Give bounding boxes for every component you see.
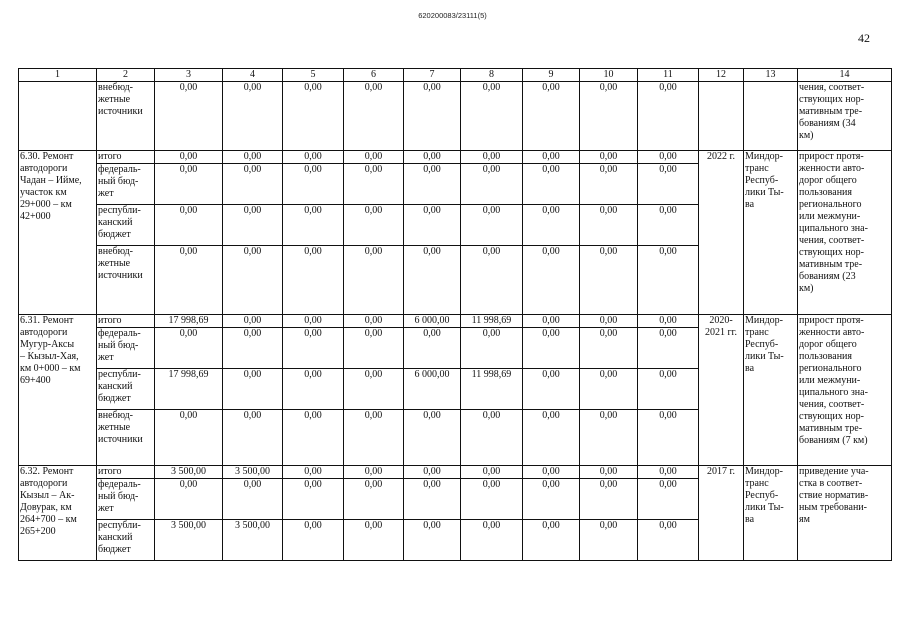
activity-name-cell: 6.32. Ремонт автодороги Кызыл – Ак- Довурак, км 264+700 – км 265+200 — [19, 466, 97, 561]
amount-cell: 0,00 — [344, 315, 404, 328]
amount-cell: 0,00 — [344, 410, 404, 466]
amount-cell: 0,00 — [461, 151, 523, 164]
amount-cell: 0,00 — [283, 410, 344, 466]
result-cell: прирост протя- женности авто- дорог общего пользования регионального или межмуни- ципального зна- чения, соответ- ствующих нор- мативным тре- бованиям (7 км) — [798, 315, 892, 466]
amount-cell: 17 998,69 — [155, 369, 223, 410]
amount-cell: 0,00 — [523, 466, 580, 479]
amount-cell: 0,00 — [461, 520, 523, 561]
amount-cell: 0,00 — [155, 82, 223, 151]
amount-cell: 0,00 — [344, 82, 404, 151]
amount-cell: 0,00 — [404, 410, 461, 466]
amount-cell: 3 500,00 — [155, 466, 223, 479]
column-header: 6 — [344, 69, 404, 82]
fund-source-cell: федераль- ный бюд- жет — [97, 164, 155, 205]
amount-cell: 0,00 — [283, 315, 344, 328]
amount-cell: 0,00 — [283, 82, 344, 151]
amount-cell: 0,00 — [223, 328, 283, 369]
amount-cell: 0,00 — [344, 164, 404, 205]
amount-cell: 0,00 — [580, 315, 638, 328]
amount-cell: 0,00 — [461, 328, 523, 369]
amount-cell: 0,00 — [155, 328, 223, 369]
column-header: 11 — [638, 69, 699, 82]
table-row — [19, 315, 892, 328]
carry-name-cell — [19, 82, 97, 151]
amount-cell: 0,00 — [580, 520, 638, 561]
amount-cell: 0,00 — [283, 369, 344, 410]
fund-source-cell: внебюд- жетные источники — [97, 82, 155, 151]
column-header: 13 — [744, 69, 798, 82]
amount-cell: 11 998,69 — [461, 369, 523, 410]
activity-name-cell: 6.30. Ремонт автодороги Чадан – Ийме, участок км 29+000 – км 42+000 — [19, 151, 97, 315]
fund-source-cell: республи- канский бюджет — [97, 520, 155, 561]
amount-cell: 0,00 — [404, 164, 461, 205]
fund-source-cell: внебюд- жетные источники — [97, 246, 155, 315]
amount-cell: 0,00 — [344, 479, 404, 520]
amount-cell: 0,00 — [283, 246, 344, 315]
executor-cell — [744, 82, 798, 151]
year-cell: 2017 г. — [699, 466, 744, 561]
executor-cell: Миндор- транс Респуб- лики Ты- ва — [744, 466, 798, 561]
amount-cell: 0,00 — [638, 328, 699, 369]
amount-cell: 0,00 — [404, 479, 461, 520]
amount-cell: 0,00 — [523, 410, 580, 466]
column-header: 8 — [461, 69, 523, 82]
carry-over-row — [19, 82, 892, 151]
amount-cell: 11 998,69 — [461, 315, 523, 328]
amount-cell: 0,00 — [223, 246, 283, 315]
amount-cell: 0,00 — [283, 328, 344, 369]
amount-cell: 0,00 — [283, 164, 344, 205]
amount-cell: 0,00 — [638, 315, 699, 328]
table-body — [19, 69, 892, 561]
amount-cell: 6 000,00 — [404, 315, 461, 328]
amount-cell: 0,00 — [638, 479, 699, 520]
fund-source-cell: итого — [97, 151, 155, 164]
amount-cell: 0,00 — [638, 520, 699, 561]
fund-source-cell: республи- канский бюджет — [97, 205, 155, 246]
fund-source-cell: итого — [97, 315, 155, 328]
amount-cell: 0,00 — [523, 369, 580, 410]
amount-cell: 0,00 — [461, 466, 523, 479]
year-cell — [699, 82, 744, 151]
column-header: 1 — [19, 69, 97, 82]
column-header: 9 — [523, 69, 580, 82]
amount-cell: 0,00 — [523, 205, 580, 246]
amount-cell: 0,00 — [283, 151, 344, 164]
activity-name-cell: 6.31. Ремонт автодороги Мугур-Аксы – Кызыл-Хая, км 0+000 – км 69+400 — [19, 315, 97, 466]
amount-cell: 6 000,00 — [404, 369, 461, 410]
column-header: 7 — [404, 69, 461, 82]
column-header: 14 — [798, 69, 892, 82]
amount-cell: 0,00 — [461, 246, 523, 315]
amount-cell: 0,00 — [580, 205, 638, 246]
amount-cell: 3 500,00 — [223, 466, 283, 479]
amount-cell: 0,00 — [580, 466, 638, 479]
amount-cell: 0,00 — [283, 479, 344, 520]
amount-cell: 0,00 — [223, 410, 283, 466]
amount-cell: 0,00 — [461, 164, 523, 205]
amount-cell: 0,00 — [523, 479, 580, 520]
amount-cell: 0,00 — [638, 82, 699, 151]
amount-cell: 0,00 — [404, 205, 461, 246]
amount-cell: 0,00 — [523, 315, 580, 328]
fund-source-cell: федераль- ный бюд- жет — [97, 479, 155, 520]
amount-cell: 0,00 — [638, 410, 699, 466]
amount-cell: 0,00 — [638, 164, 699, 205]
amount-cell: 0,00 — [283, 520, 344, 561]
amount-cell: 0,00 — [523, 328, 580, 369]
amount-cell: 0,00 — [344, 246, 404, 315]
column-header: 2 — [97, 69, 155, 82]
amount-cell: 0,00 — [223, 151, 283, 164]
amount-cell: 0,00 — [155, 205, 223, 246]
amount-cell: 0,00 — [155, 246, 223, 315]
column-header: 10 — [580, 69, 638, 82]
amount-cell: 0,00 — [580, 246, 638, 315]
amount-cell: 0,00 — [523, 246, 580, 315]
amount-cell: 0,00 — [155, 479, 223, 520]
amount-cell: 0,00 — [638, 205, 699, 246]
page-number: 42 — [858, 31, 870, 45]
amount-cell: 0,00 — [223, 315, 283, 328]
column-header: 5 — [283, 69, 344, 82]
amount-cell: 0,00 — [580, 328, 638, 369]
amount-cell: 0,00 — [344, 328, 404, 369]
amount-cell: 0,00 — [404, 151, 461, 164]
result-cell: чения, соответ- ствующих нор- мативным тре- бованиям (34 км) — [798, 82, 892, 151]
column-header: 12 — [699, 69, 744, 82]
amount-cell: 0,00 — [223, 82, 283, 151]
fund-source-cell: итого — [97, 466, 155, 479]
amount-cell: 0,00 — [638, 151, 699, 164]
program-table — [18, 68, 892, 561]
amount-cell: 0,00 — [155, 410, 223, 466]
amount-cell: 0,00 — [580, 151, 638, 164]
amount-cell: 0,00 — [523, 151, 580, 164]
amount-cell: 0,00 — [404, 328, 461, 369]
year-cell: 2022 г. — [699, 151, 744, 315]
amount-cell: 0,00 — [404, 82, 461, 151]
executor-cell: Миндор- транс Респуб- лики Ты- ва — [744, 151, 798, 315]
amount-cell: 0,00 — [580, 164, 638, 205]
amount-cell: 0,00 — [523, 82, 580, 151]
amount-cell: 0,00 — [283, 205, 344, 246]
amount-cell: 0,00 — [523, 520, 580, 561]
amount-cell: 0,00 — [155, 151, 223, 164]
amount-cell: 0,00 — [638, 369, 699, 410]
amount-cell: 0,00 — [638, 466, 699, 479]
header-row — [19, 69, 892, 82]
amount-cell: 0,00 — [580, 369, 638, 410]
fund-source-cell: республи- канский бюджет — [97, 369, 155, 410]
amount-cell: 0,00 — [580, 479, 638, 520]
document-id: 620200083/23111(5) — [418, 11, 487, 20]
amount-cell: 17 998,69 — [155, 315, 223, 328]
amount-cell: 0,00 — [404, 246, 461, 315]
amount-cell: 0,00 — [223, 205, 283, 246]
result-cell: прирост протя- женности авто- дорог общего пользования регионального или межмуни- ципального зна- чения, соответ- ствующих нор- мативным тре- бованиям (23 км) — [798, 151, 892, 315]
amount-cell: 0,00 — [223, 164, 283, 205]
amount-cell: 0,00 — [223, 479, 283, 520]
amount-cell: 0,00 — [580, 82, 638, 151]
amount-cell: 0,00 — [344, 205, 404, 246]
amount-cell: 0,00 — [461, 205, 523, 246]
amount-cell: 0,00 — [404, 520, 461, 561]
amount-cell: 0,00 — [523, 164, 580, 205]
column-header: 3 — [155, 69, 223, 82]
amount-cell: 0,00 — [344, 520, 404, 561]
fund-source-cell: федераль- ный бюд- жет — [97, 328, 155, 369]
amount-cell: 0,00 — [344, 466, 404, 479]
table-row — [19, 466, 892, 479]
amount-cell: 0,00 — [461, 82, 523, 151]
fund-source-cell: внебюд- жетные источники — [97, 410, 155, 466]
amount-cell: 0,00 — [461, 410, 523, 466]
table-row — [19, 151, 892, 164]
amount-cell: 0,00 — [461, 479, 523, 520]
executor-cell: Миндор- транс Респуб- лики Ты- ва — [744, 315, 798, 466]
column-header: 4 — [223, 69, 283, 82]
amount-cell: 0,00 — [223, 369, 283, 410]
amount-cell: 0,00 — [580, 410, 638, 466]
amount-cell: 0,00 — [344, 369, 404, 410]
amount-cell: 0,00 — [404, 466, 461, 479]
amount-cell: 0,00 — [344, 151, 404, 164]
year-cell: 2020- 2021 гг. — [699, 315, 744, 466]
amount-cell: 3 500,00 — [155, 520, 223, 561]
amount-cell: 3 500,00 — [223, 520, 283, 561]
amount-cell: 0,00 — [283, 466, 344, 479]
result-cell: приведение уча- стка в соответ- ствие норматив- ным требовани- ям — [798, 466, 892, 561]
amount-cell: 0,00 — [638, 246, 699, 315]
amount-cell: 0,00 — [155, 164, 223, 205]
